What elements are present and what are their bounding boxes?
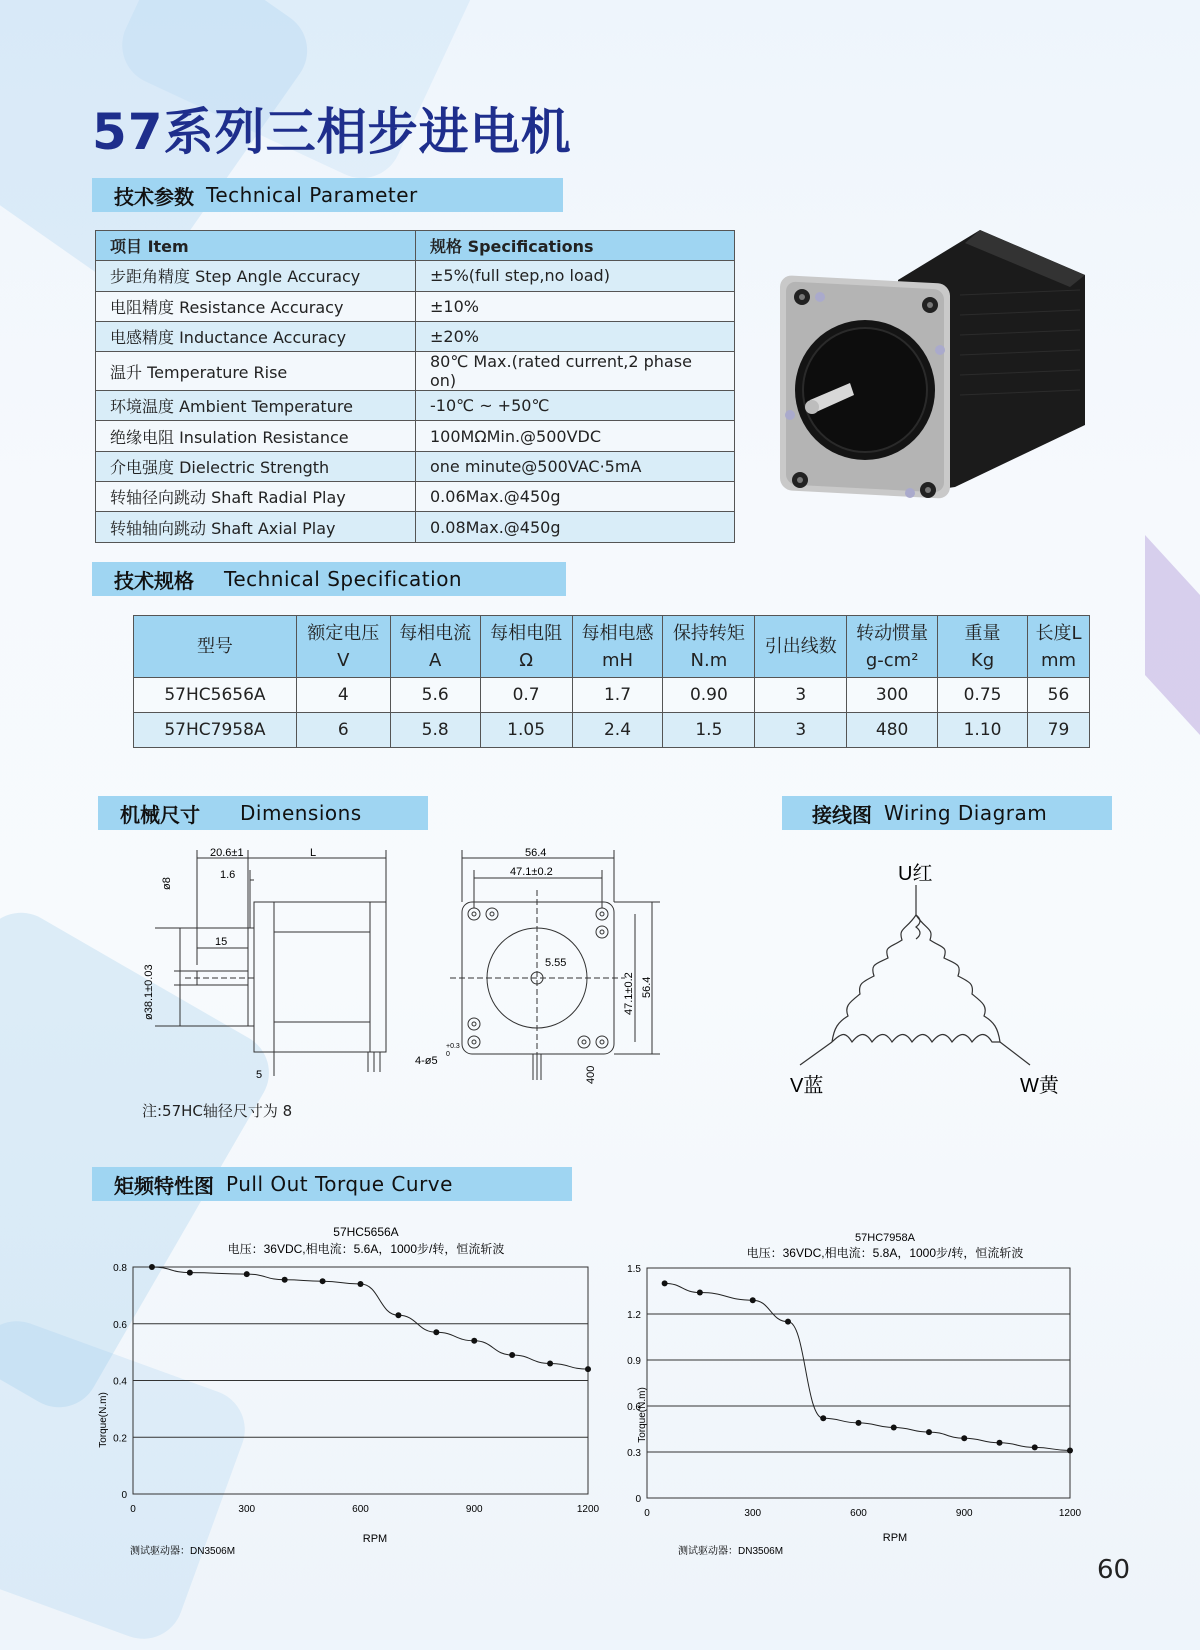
dim-label: 56.4 xyxy=(641,976,653,998)
chart-xlabel: RPM xyxy=(362,1533,388,1545)
x-tick-label: 900 xyxy=(955,1508,973,1519)
table-header-cell xyxy=(663,616,755,678)
chart-footnote: 测试驱动器：DN3506M xyxy=(130,1546,236,1557)
section-en: Wiring Diagram xyxy=(884,801,1048,825)
header-unit: g-cm² xyxy=(865,649,919,671)
data-point xyxy=(820,1415,826,1421)
table-cell: 温升 Temperature Rise xyxy=(96,352,416,391)
table-row xyxy=(96,352,735,391)
table-cell: ±20% xyxy=(416,321,735,351)
table-cell: 介电强度 Dielectric Strength xyxy=(96,451,416,481)
x-tick-label: 0 xyxy=(644,1508,650,1519)
series-line xyxy=(152,1267,588,1369)
table-cell: 1.5 xyxy=(663,713,755,748)
table-cell: 1.10 xyxy=(938,713,1028,748)
data-point xyxy=(926,1429,932,1435)
dim-label: +0.3 xyxy=(446,1043,460,1050)
section-en: Technical Specification xyxy=(224,567,463,591)
table-cell: 80℃ Max.(rated current,2 phase on) xyxy=(416,352,735,391)
chart-footnote: 测试驱动器：DN3506M xyxy=(678,1546,784,1557)
y-tick-label: 0.8 xyxy=(113,1263,127,1274)
chart-subtitle: 电压：36VDC,相电流：5.6A，1000步/转，恒流斩波 xyxy=(227,1242,505,1256)
header-cn: 转动惯量 xyxy=(856,622,929,644)
dim-label: 56.4 xyxy=(525,847,547,859)
table-cell: 项目 Item xyxy=(96,231,416,261)
data-point xyxy=(891,1424,897,1430)
torque-chart-57hc7958a xyxy=(627,1225,1150,1560)
wire-w-label: W黄 xyxy=(1020,1075,1059,1097)
table-row xyxy=(96,321,735,351)
dim-label: 47.1±0.2 xyxy=(623,972,635,1015)
table-row xyxy=(96,482,735,512)
table-cell: 规格 Specifications xyxy=(416,231,735,261)
dimension-front-view xyxy=(410,840,670,1100)
data-point xyxy=(1032,1444,1038,1450)
section-en: Technical Parameter xyxy=(206,183,418,207)
table-row xyxy=(134,713,1090,748)
section-cn: 接线图 xyxy=(812,802,872,827)
data-point xyxy=(395,1312,401,1318)
dim-label: ø8 xyxy=(161,877,173,890)
header-unit: A xyxy=(429,649,442,671)
table-cell: 0.75 xyxy=(938,678,1028,713)
data-point xyxy=(471,1338,477,1344)
y-tick-label: 1.2 xyxy=(627,1310,641,1321)
y-tick-label: 0.9 xyxy=(627,1356,641,1367)
table-cell: 4 xyxy=(296,678,390,713)
header-cn: 型号 xyxy=(196,636,233,657)
chart-ylabel: Torque(N.m) xyxy=(637,1387,648,1443)
y-tick-label: 0.3 xyxy=(627,1448,641,1459)
dim-label: 5 xyxy=(256,1069,263,1081)
data-point xyxy=(697,1290,703,1296)
chart-title: 57HC7958A xyxy=(855,1232,915,1244)
torque-chart-57hc5656a xyxy=(90,1220,630,1560)
table-cell: 5.6 xyxy=(390,678,480,713)
table-cell: 300 xyxy=(847,678,938,713)
table-cell: ±5%(full step,no load) xyxy=(416,261,735,291)
table-cell: 步距角精度 Step Angle Accuracy xyxy=(96,261,416,291)
chart-ylabel: Torque(N.m) xyxy=(98,1392,109,1448)
table-cell: 6 xyxy=(296,713,390,748)
data-point xyxy=(547,1360,553,1366)
y-tick-label: 0 xyxy=(121,1490,127,1501)
page-title: 57系列三相步进电机 xyxy=(92,103,572,161)
table-cell: 0.06Max.@450g xyxy=(416,482,735,512)
header-unit: V xyxy=(337,649,350,671)
table-cell: 1.7 xyxy=(572,678,663,713)
table-cell: 79 xyxy=(1028,713,1090,748)
header-unit: Kg xyxy=(970,649,995,671)
table-cell: 3 xyxy=(755,713,847,748)
table-cell: 电阻精度 Resistance Accuracy xyxy=(96,291,416,321)
y-tick-label: 0.4 xyxy=(113,1376,127,1388)
data-point xyxy=(785,1319,791,1325)
data-point xyxy=(149,1264,155,1270)
table-cell: 电感精度 Inductance Accuracy xyxy=(96,321,416,351)
table-cell: 转轴轴向跳动 Shaft Axial Play xyxy=(96,512,416,542)
dim-label: 47.1±0.2 xyxy=(510,866,553,878)
data-point xyxy=(662,1280,668,1286)
table-header-cell xyxy=(755,616,847,678)
dim-label: 4-ø5 xyxy=(415,1055,438,1067)
table-row xyxy=(134,678,1090,713)
y-tick-label: 0.6 xyxy=(627,1402,641,1413)
header-cn: 引出线数 xyxy=(764,636,837,657)
table-header-cell xyxy=(390,616,480,678)
chart-xlabel: RPM xyxy=(882,1532,908,1544)
x-tick-label: 1200 xyxy=(576,1504,600,1515)
table-cell: 绝缘电阻 Insulation Resistance xyxy=(96,421,416,451)
x-tick-label: 600 xyxy=(850,1508,867,1519)
table-header-cell xyxy=(134,616,297,678)
header-unit: N.m xyxy=(690,649,728,671)
y-tick-label: 1.5 xyxy=(627,1264,641,1275)
dim-label: 5.55 xyxy=(545,957,567,969)
param-table xyxy=(95,230,735,543)
section-en: Dimensions xyxy=(240,801,362,825)
x-tick-label: 900 xyxy=(465,1504,483,1515)
header-unit: mH xyxy=(601,649,634,671)
section-tech-spec xyxy=(92,562,566,596)
table-cell: 5.8 xyxy=(390,713,480,748)
data-point xyxy=(1067,1447,1073,1453)
x-tick-label: 0 xyxy=(130,1504,136,1515)
dim-label: L xyxy=(310,847,317,859)
table-header-cell xyxy=(847,616,938,678)
plot-frame xyxy=(647,1268,1070,1498)
section-dimensions xyxy=(98,796,428,830)
header-cn: 每相电阻 xyxy=(490,622,563,644)
dim-label: 20.6±1 xyxy=(210,847,244,859)
table-cell: 57HC7958A xyxy=(134,713,297,748)
data-point xyxy=(358,1281,364,1287)
wiring-diagram xyxy=(780,860,1100,1100)
section-cn: 技术参数 xyxy=(114,184,194,209)
section-cn: 技术规格 xyxy=(114,568,194,593)
section-wiring xyxy=(782,796,1112,830)
dim-label: 400 xyxy=(585,1065,597,1084)
table-cell: 57HC5656A xyxy=(134,678,297,713)
table-cell: 0.90 xyxy=(663,678,755,713)
section-cn: 矩频特性图 xyxy=(114,1173,214,1198)
table-cell: 转轴径向跳动 Shaft Radial Play xyxy=(96,482,416,512)
data-point xyxy=(433,1329,439,1335)
x-tick-label: 600 xyxy=(352,1504,369,1515)
x-tick-label: 1200 xyxy=(1058,1508,1082,1519)
spec-table xyxy=(133,615,1090,748)
series-line xyxy=(665,1283,1070,1450)
table-cell: 3 xyxy=(755,678,847,713)
chart-title: 57HC5656A xyxy=(333,1225,399,1239)
table-cell: 56 xyxy=(1028,678,1090,713)
table-cell: 480 xyxy=(847,713,938,748)
table-row xyxy=(96,291,735,321)
wire-u-label: U红 xyxy=(898,863,933,885)
data-point xyxy=(244,1271,250,1277)
table-cell: -10℃ ~ +50℃ xyxy=(416,391,735,421)
dim-label: 15 xyxy=(215,936,228,948)
page-number: 60 xyxy=(1097,1555,1131,1585)
dimension-side-view xyxy=(140,840,400,1100)
table-cell: 1.05 xyxy=(480,713,572,748)
header-cn: 每相电感 xyxy=(581,622,654,644)
data-point xyxy=(997,1440,1003,1446)
section-cn: 机械尺寸 xyxy=(120,802,200,827)
header-cn: 重量 xyxy=(964,622,1001,644)
section-tech-param xyxy=(92,178,563,212)
header-cn: 长度L xyxy=(1035,622,1082,644)
section-torque xyxy=(92,1167,572,1201)
table-header-cell xyxy=(480,616,572,678)
header-unit: Ω xyxy=(519,649,533,671)
table-header-row xyxy=(96,231,735,261)
header-cn: 每相电流 xyxy=(399,622,472,644)
data-point xyxy=(187,1270,193,1276)
data-point xyxy=(961,1435,967,1441)
data-point xyxy=(750,1297,756,1303)
table-header-cell xyxy=(296,616,390,678)
header-cn: 保持转矩 xyxy=(672,622,745,644)
data-point xyxy=(320,1278,326,1284)
data-point xyxy=(856,1420,862,1426)
dimension-note: 注:57HC轴径尺寸为 8 xyxy=(142,1102,293,1120)
table-cell: 环境温度 Ambient Temperature xyxy=(96,391,416,421)
data-point xyxy=(585,1366,591,1372)
table-row xyxy=(96,512,735,542)
x-tick-label: 300 xyxy=(238,1504,256,1515)
table-cell: 2.4 xyxy=(572,713,663,748)
table-row xyxy=(96,261,735,291)
header-cn: 额定电压 xyxy=(307,622,380,644)
table-row xyxy=(96,451,735,481)
section-en: Pull Out Torque Curve xyxy=(226,1172,453,1196)
y-tick-label: 0.6 xyxy=(113,1319,127,1331)
table-header-cell xyxy=(1028,616,1090,678)
table-cell: one minute@500VAC·5mA xyxy=(416,451,735,481)
y-tick-label: 0 xyxy=(635,1494,641,1505)
corner-decor xyxy=(1140,535,1200,735)
dim-label: ø38.1±0.03 xyxy=(143,964,155,1020)
table-cell: 100MΩMin.@500VDC xyxy=(416,421,735,451)
table-header-cell xyxy=(572,616,663,678)
y-tick-label: 0.2 xyxy=(113,1433,127,1445)
x-tick-label: 300 xyxy=(744,1508,762,1519)
table-header-cell xyxy=(938,616,1028,678)
table-cell: 0.7 xyxy=(480,678,572,713)
table-cell: 0.08Max.@450g xyxy=(416,512,735,542)
data-point xyxy=(509,1352,515,1358)
table-row xyxy=(96,421,735,451)
wire-v-label: V蓝 xyxy=(790,1075,824,1097)
table-row xyxy=(96,391,735,421)
motor-image xyxy=(780,225,1100,515)
data-point xyxy=(282,1277,288,1283)
table-cell: ±10% xyxy=(416,291,735,321)
dim-label: 0 xyxy=(446,1051,450,1058)
chart-subtitle: 电压：36VDC,相电流：5.8A，1000步/转，恒流斩波 xyxy=(746,1246,1024,1260)
header-unit: mm xyxy=(1040,649,1077,671)
table-header-row xyxy=(134,616,1090,678)
dim-label: 1.6 xyxy=(220,869,236,881)
